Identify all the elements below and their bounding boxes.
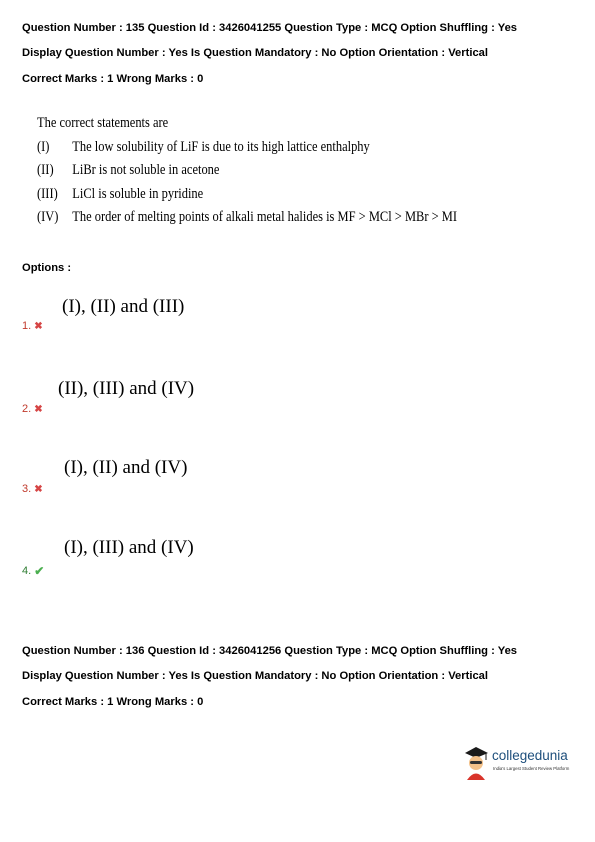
option-number: 1.	[22, 320, 32, 332]
q136-header-line3: Correct Marks : 1 Wrong Marks : 0	[22, 696, 204, 708]
option-3-marker	[22, 483, 43, 495]
option-4-marker	[22, 564, 44, 578]
option-1-text: (I), (II) and (III)	[62, 296, 185, 317]
options-label: Options :	[22, 262, 72, 274]
checkmark-icon: ✔	[34, 564, 45, 578]
statement-number: (III)	[37, 185, 58, 202]
option-3-text: (I), (II) and (IV)	[64, 457, 188, 478]
cross-icon: ✖	[34, 483, 43, 495]
statement-4	[37, 206, 457, 230]
statement-1	[37, 136, 457, 160]
statement-text: The low solubility of LiF is due to its high lattice enthalphy	[72, 138, 370, 155]
option-number: 3.	[22, 483, 32, 495]
question-text	[37, 112, 457, 230]
q135-header-line3: Correct Marks : 1 Wrong Marks : 0	[22, 73, 204, 85]
q136-header-line2: Display Question Number : Yes Is Question Mandatory : No Option Orientation : Vertical	[22, 670, 489, 682]
option-number: 2.	[22, 403, 32, 415]
option-2-text: (II), (III) and (IV)	[58, 378, 195, 399]
option-2-marker	[22, 403, 43, 415]
q135-header-line1: Question Number : 135 Question Id : 3426041255 Question Type : MCQ Option Shuffling : Yes	[22, 22, 518, 34]
statement-number: (I)	[37, 138, 50, 155]
logo-tagline: India's Largest Student Review Platform	[493, 766, 570, 771]
graduate-icon	[462, 745, 492, 781]
statement-text: LiBr is not soluble in acetone	[72, 162, 220, 178]
q135-header-line2: Display Question Number : Yes Is Question Mandatory : No Option Orientation : Vertical	[22, 47, 489, 59]
cross-icon: ✖	[34, 320, 43, 332]
statement-number: (IV)	[37, 209, 59, 225]
collegedunia-logo	[462, 745, 582, 785]
cross-icon: ✖	[34, 403, 43, 415]
logo-brand: collegedunia	[492, 748, 568, 763]
statement-text: The order of melting points of alkali metal halides is MF > MCl > MBr > MI	[72, 209, 458, 225]
statement-text: LiCl is soluble in pyridine	[72, 185, 204, 202]
statement-number: (II)	[37, 162, 54, 178]
option-number: 4.	[22, 565, 32, 577]
statement-3	[37, 183, 457, 207]
q136-header-line1: Question Number : 136 Question Id : 3426041256 Question Type : MCQ Option Shuffling : Yes	[22, 645, 518, 657]
option-4-text: (I), (III) and (IV)	[64, 537, 194, 558]
statement-2	[37, 159, 457, 183]
question-intro: The correct statements are	[37, 115, 169, 131]
option-1-marker	[22, 320, 43, 332]
